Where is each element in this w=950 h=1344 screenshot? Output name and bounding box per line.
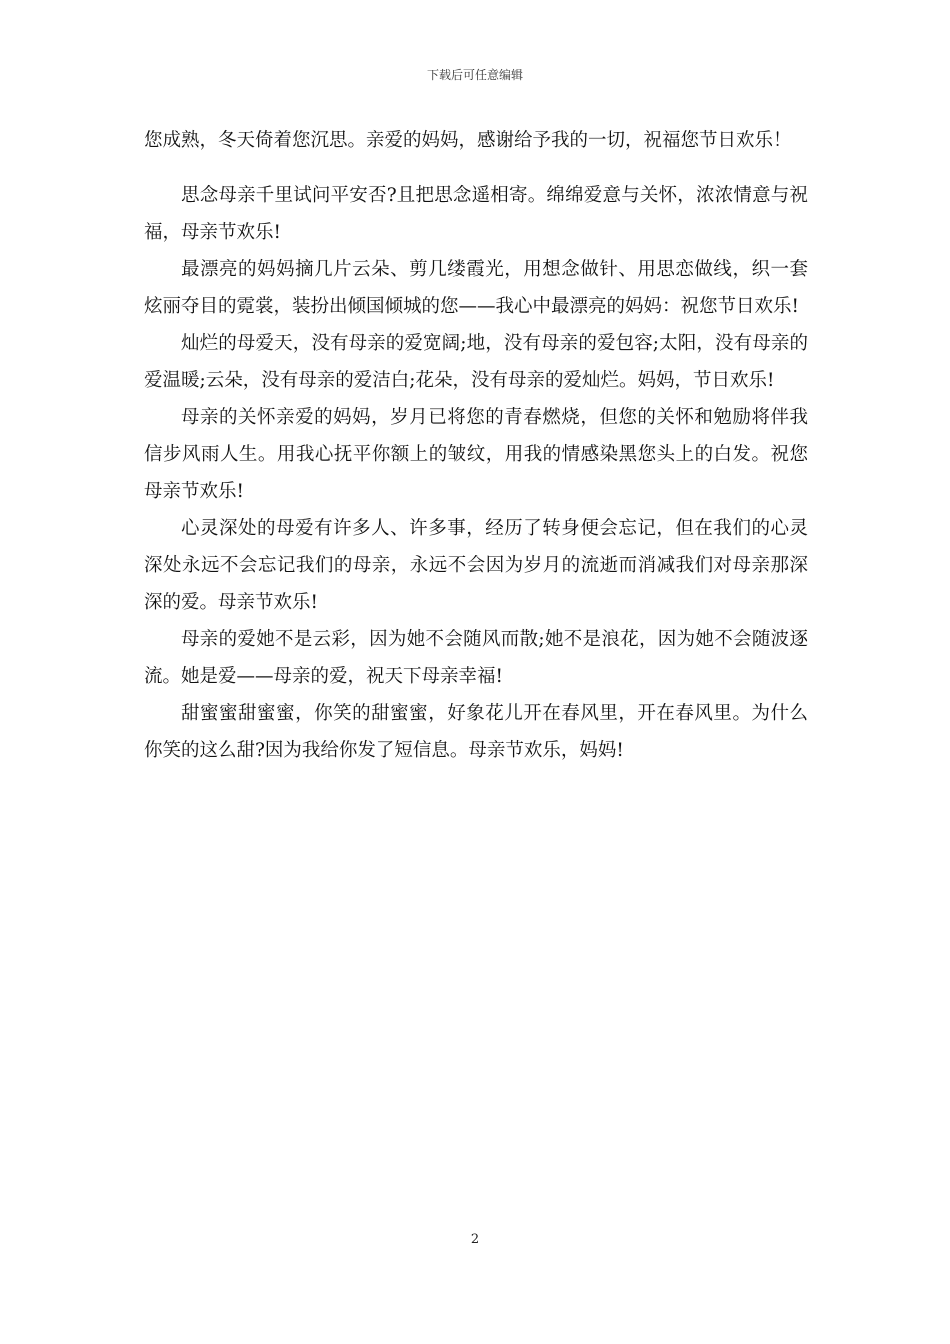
page-header: 下载后可任意编辑 (426, 68, 523, 82)
paragraph-wish-7: 甜蜜蜜甜蜜蜜，你笑的甜蜜蜜，好象花儿开在春风里，开在春风里。为什么你笑的这么甜?因为我给你发了短信息。母亲节欢乐，妈妈! (144, 703, 808, 761)
document-body (144, 122, 808, 769)
paragraph-wish-6: 母亲的爱她不是云彩，因为她不会随风而散;她不是浪花，因为她不会随波逐流。她是爱——母亲的爱，祝天下母亲幸福! (144, 629, 808, 687)
paragraph-wish-3: 灿烂的母爱天，没有母亲的爱宽阔;地，没有母亲的爱包容;太阳，没有母亲的爱温暖;云朵，没有母亲的爱洁白;花朵，没有母亲的爱灿烂。妈妈，节日欢乐! (144, 333, 808, 391)
paragraph-wish-2: 最漂亮的妈妈摘几片云朵、剪几缕霞光，用想念做针、用思恋做线，织一套炫丽夺目的霓裳，装扮出倾国倾城的您——我心中最漂亮的妈妈：祝您节日欢乐! (144, 259, 808, 317)
paragraph-continuation: 您成熟，冬天倚着您沉思。亲爱的妈妈，感谢给予我的一切，祝福您节日欢乐！ (144, 130, 792, 151)
paragraph-wish-5: 心灵深处的母爱有许多人、许多事，经历了转身便会忘记，但在我们的心灵深处永远不会忘记我们的母亲，永远不会因为岁月的流逝而消减我们对母亲那深深的爱。母亲节欢乐! (144, 518, 808, 613)
paragraph-wish-4: 母亲的关怀亲爱的妈妈，岁月已将您的青春燃烧，但您的关怀和勉励将伴我信步风雨人生。用我心抚平你额上的皱纹，用我的情感染黑您头上的白发。祝您母亲节欢乐! (144, 407, 808, 502)
paragraph-wish-1: 思念母亲千里试问平安否?且把思念遥相寄。绵绵爱意与关怀，浓浓情意与祝福，母亲节欢乐! (144, 185, 808, 243)
page-number: 2 (470, 1232, 480, 1247)
